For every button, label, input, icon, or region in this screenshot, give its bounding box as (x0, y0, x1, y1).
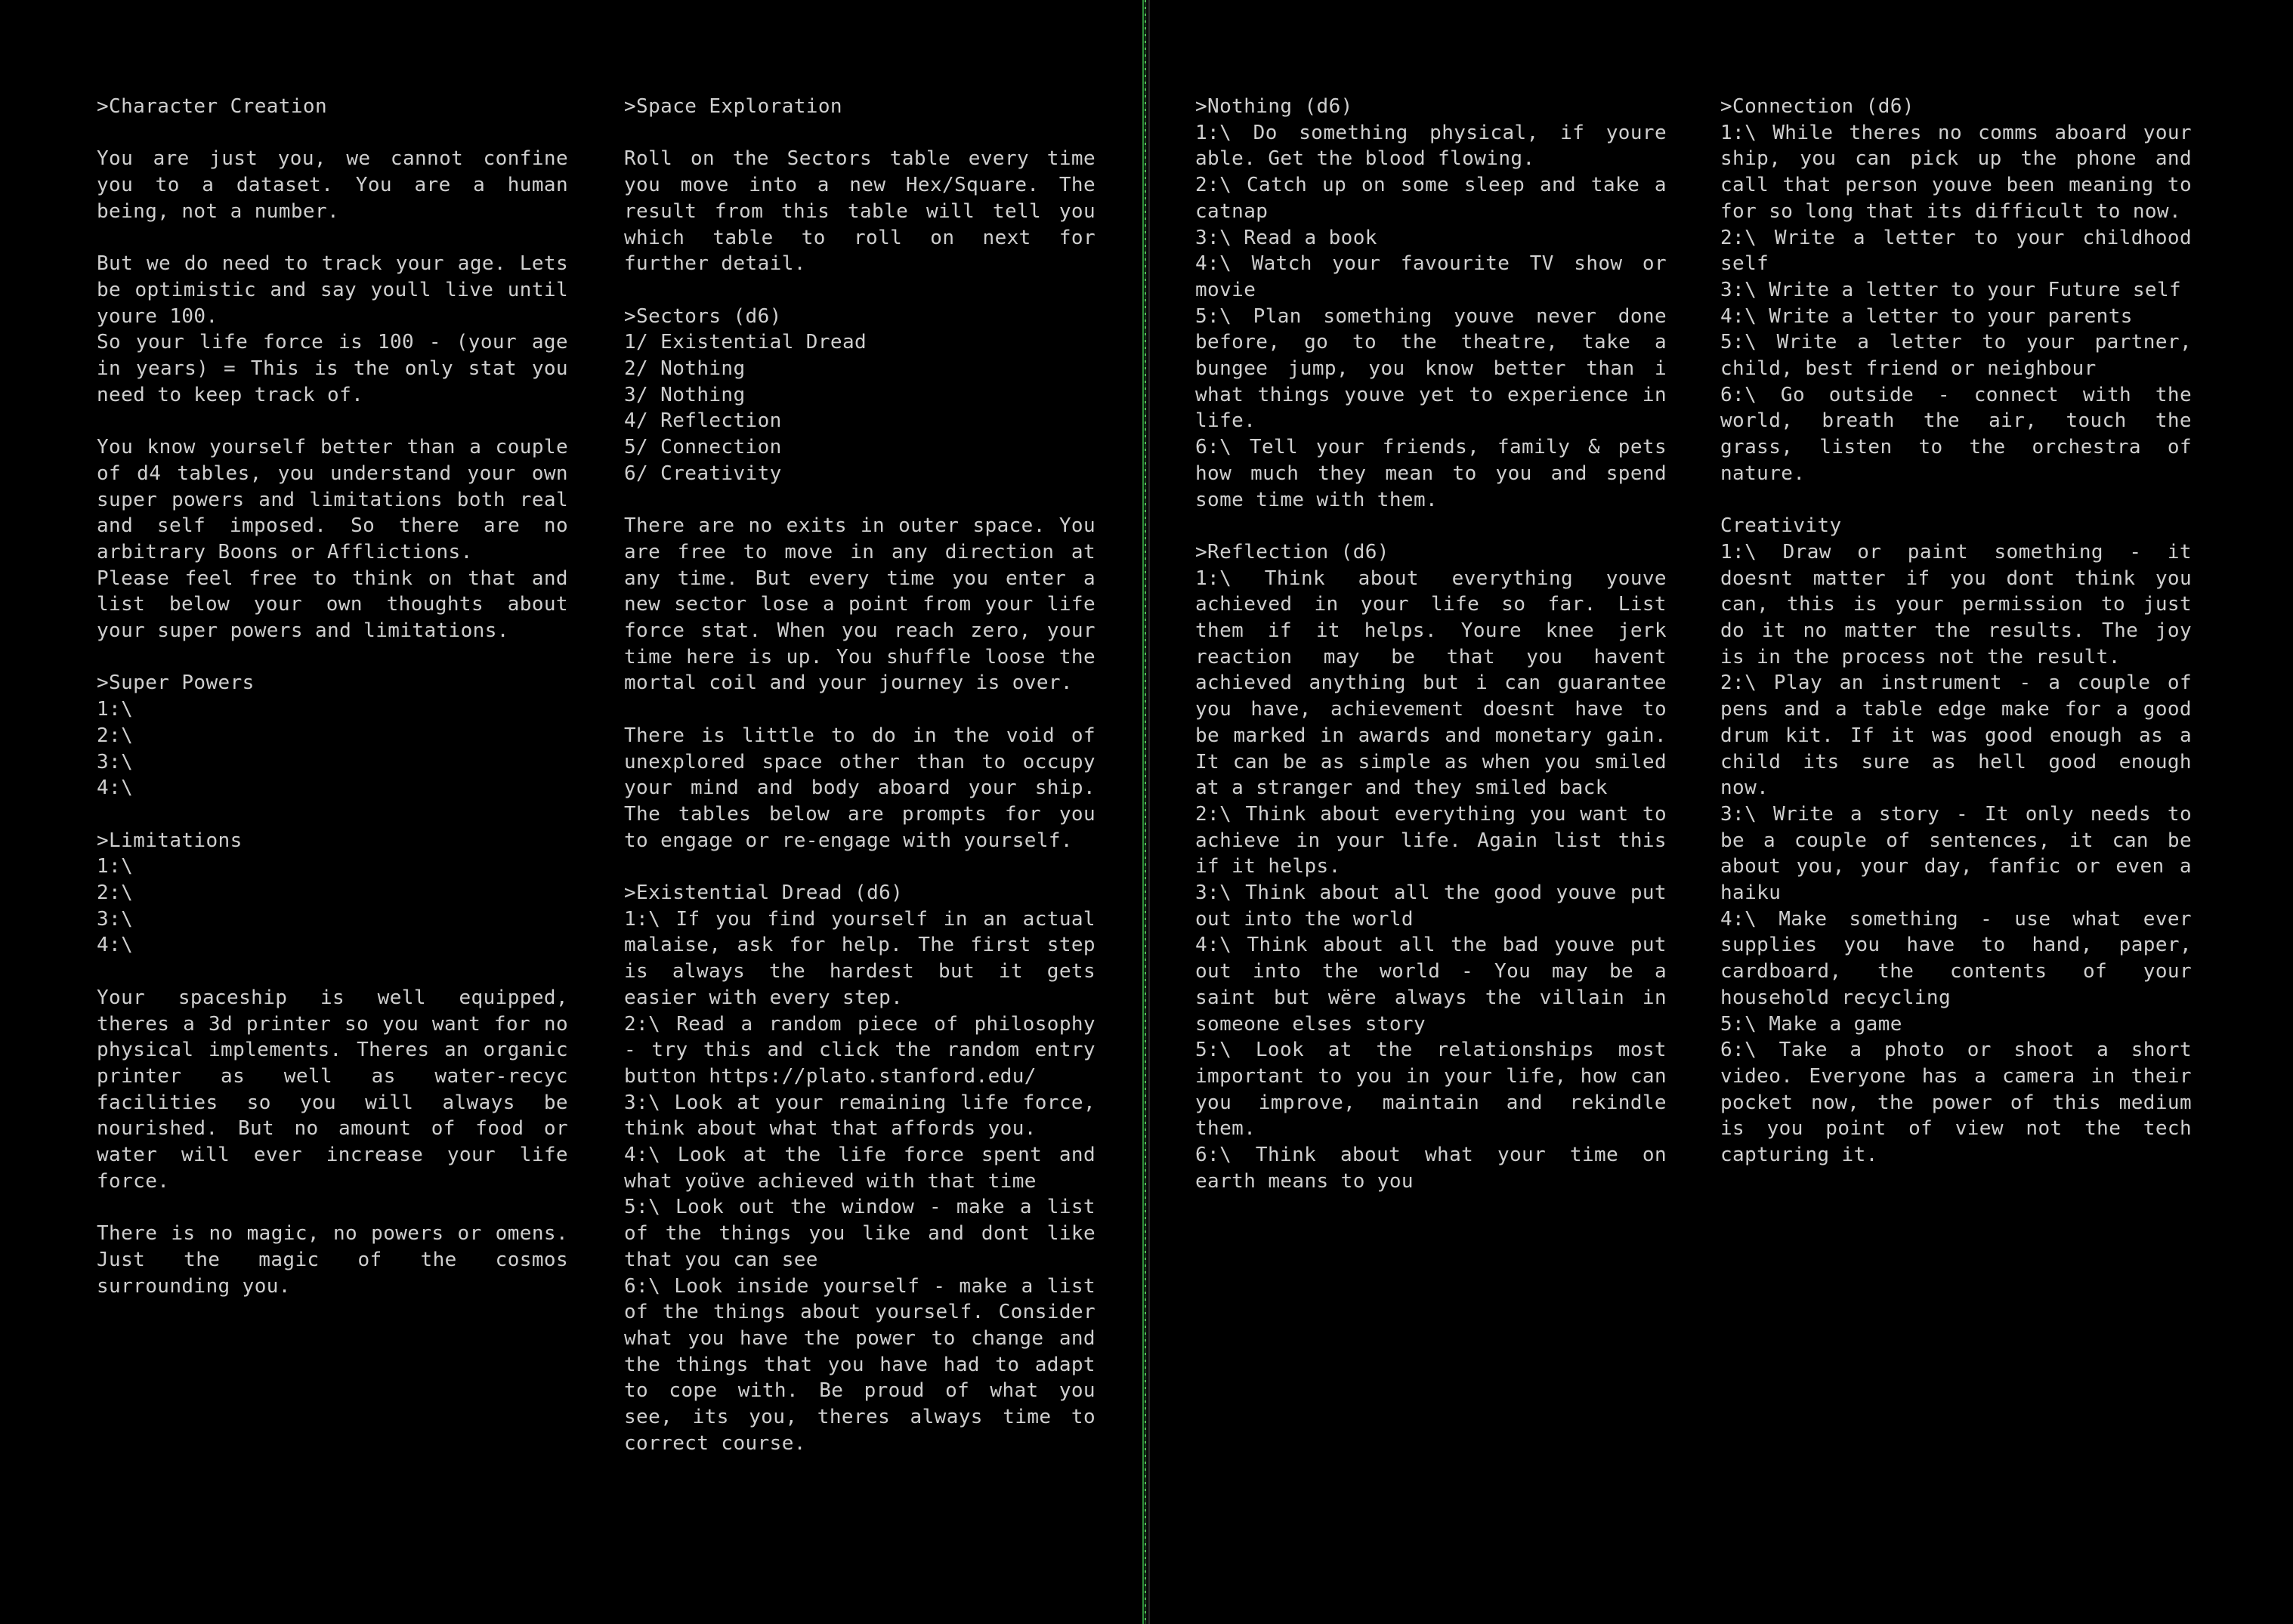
dread-entry: 4:\ Look at the life force spent and what yoüve achieved with that time (624, 1144, 1096, 1193)
reflection-entry: 1:\ Think about everything youve achieved in your life so far. List them if it helps. Youre knee jerk reaction may be that you havent achieved anything but i can guarantee you have, achievement doesnt have to be marked in awards and monetary gain. It can be as simple as when you smiled at a stranger and they smiled back (1195, 567, 1667, 800)
super-powers-heading: >Super Powers (97, 672, 255, 695)
nothing-entry: 3:\ Read a book (1195, 226, 1377, 249)
connection-entry: 3:\ Write a letter to your Future self (1720, 278, 2182, 301)
reflection-entry: 5:\ Look at the relationships most important to you in your life, how can you improve, maintain and rekindle them. (1195, 1039, 1667, 1141)
sector-entry: 1/ Existential Dread (624, 331, 867, 354)
space-exploration-column (624, 94, 1096, 1456)
page-gutter (1142, 0, 1150, 1624)
intro-paragraph: You are just you, we cannot confine you to a dataset. You are a human being, not a number. (97, 147, 568, 223)
connection-heading: >Connection (d6) (1720, 95, 1914, 118)
sector-entry: 2/ Nothing (624, 357, 746, 380)
limitations-list (97, 854, 568, 959)
nothing-entry: 5:\ Plan something youve never done before, go to the theatre, take a bungee jump, you know better than i what things youve yet to experience in life. (1195, 304, 1667, 433)
reflection-table (1195, 566, 1667, 1195)
nothing-entry: 6:\ Tell your friends, family & pets how much they mean to you and spend some time with them. (1195, 436, 1667, 511)
super-power-slot: 1:\ (97, 698, 134, 721)
character-creation-column (97, 94, 568, 1299)
connection-entry: 6:\ Go outside - connect with the world, breath the air, touch the grass, listen to the orchestra of nature. (1720, 383, 2192, 485)
think-paragraph: Please feel free to think on that and list below your own thoughts about your super powers and limitations. (97, 567, 568, 643)
dread-entry: 1:\ If you find yourself in an actual malaise, ask for help. The first step is always the hardest but it gets easier with every step. (624, 907, 1096, 1009)
super-power-slot: 2:\ (97, 724, 134, 747)
left-page (0, 0, 1142, 1624)
connection-creativity-column (1720, 94, 2192, 1169)
dread-entry: 3:\ Look at your remaining life force, think about what that affords you. (624, 1091, 1096, 1141)
spaceship-paragraph: Your spaceship is well equipped, theres a 3d printer so you want for no physical implements. Theres an organic printer as well as water-recyc facilities so you will always be nourished. But no amount of food or water will ever increase your life force. (97, 986, 568, 1193)
creativity-table (1720, 539, 2192, 1169)
connection-table (1720, 120, 2192, 487)
sectors-heading: >Sectors (d6) (624, 304, 782, 328)
connection-entry: 5:\ Write a letter to your partner, child, best friend or neighbour (1720, 331, 2192, 381)
nothing-entry: 2:\ Catch up on some sleep and take a catnap (1195, 174, 1667, 223)
creativity-entry: 5:\ Make a game (1720, 1012, 1902, 1036)
creativity-entry: 2:\ Play an instrument - a couple of pens and a table edge make for a good drum kit. If it was good enough as a child its sure as hell good enough now. (1720, 672, 2192, 800)
reflection-entry: 6:\ Think about what your time on earth means to you (1195, 1144, 1667, 1193)
nothing-entry: 4:\ Watch your favourite TV show or movie (1195, 252, 1667, 301)
connection-entry: 1:\ While theres no comms aboard your ship, you can pick up the phone and call that person youve been meaning to for so long that its difficult to now. (1720, 121, 2192, 223)
reflection-entry: 4:\ Think about all the bad youve put out into the world - You may be a saint but wëre always the villain in someone elses story (1195, 934, 1667, 1036)
exits-paragraph: There are no exits in outer space. You are free to move in any direction at any time. But every time you enter a new sector lose a point from your life force stat. When you reach zero, your time here is up. You shuffle loose the mortal coil and your journey is over. (624, 514, 1096, 695)
creativity-heading: Creativity (1720, 514, 1842, 538)
limitations-heading: >Limitations (97, 829, 243, 852)
reflection-heading: >Reflection (d6) (1195, 540, 1389, 563)
nothing-entry: 1:\ Do something physical, if youre able. Get the blood flowing. (1195, 121, 1667, 171)
creativity-entry: 6:\ Take a photo or shoot a short video. Everyone has a camera in their pocket now, the power of this medium is you point of view not the tech capturing it. (1720, 1039, 2192, 1167)
sector-entry: 6/ Creativity (624, 462, 782, 485)
limitation-slot: 1:\ (97, 855, 134, 878)
existential-dread-table (624, 906, 1096, 1457)
limitation-slot: 4:\ (97, 934, 134, 957)
nothing-heading: >Nothing (d6) (1195, 95, 1353, 118)
sector-entry: 4/ Reflection (624, 409, 782, 433)
nothing-table (1195, 120, 1667, 514)
void-paragraph: There is little to do in the void of unexplored space other than to occupy your mind and body aboard your ship. The tables below are prompts for you to engage or re-engage with yourself. (624, 724, 1096, 852)
sectors-intro-paragraph: Roll on the Sectors table every time you move into a new Hex/Square. The result from this table will tell you which table to roll on next for further detail. (624, 147, 1096, 276)
character-creation-heading: >Character Creation (97, 95, 328, 118)
sectors-table (624, 329, 1096, 486)
dread-entry: 2:\ Read a random piece of philosophy - try this and click the random entry button https://plato.stanford.edu/ (624, 1012, 1096, 1088)
creativity-entry: 1:\ Draw or paint something - it doesnt matter if you dont think you can, this is your permission to just do it no matter the results. The joy is in the process not the result. (1720, 540, 2192, 668)
super-power-slot: 4:\ (97, 776, 134, 800)
magic-paragraph: There is no magic, no powers or omens. Just the magic of the cosmos surrounding you. (97, 1222, 568, 1298)
connection-entry: 4:\ Write a letter to your parents (1720, 304, 2133, 328)
reflection-entry: 2:\ Think about everything you want to achieve in your life. Again list this if it helps. (1195, 802, 1667, 878)
self-knowledge-paragraph: You know yourself better than a couple of d4 tables, you understand your own super powers and limitations both real and self imposed. So there are no arbitrary Boons or Afflictions. (97, 436, 568, 563)
creativity-entry: 4:\ Make something - use what ever supplies you have to hand, paper, cardboard, the contents of your household recycling (1720, 907, 2192, 1009)
sector-entry: 3/ Nothing (624, 383, 746, 406)
limitation-slot: 2:\ (97, 881, 134, 905)
dread-entry: 5:\ Look out the window - make a list of the things you like and dont like that you can see (624, 1196, 1096, 1271)
sector-entry: 5/ Connection (624, 436, 782, 459)
limitation-slot: 3:\ (97, 907, 134, 931)
dread-entry: 6:\ Look inside yourself - make a list of the things about yourself. Consider what you have the power to change and the things that you have had to adapt to cope with. Be proud of what you see, its you, theres always time to correct course. (624, 1274, 1096, 1455)
age-paragraph: But we do need to track your age. Lets be optimistic and say youll live until youre 100. (97, 252, 568, 328)
super-powers-list (97, 696, 568, 801)
creativity-entry: 3:\ Write a story - It only needs to be a couple of sentences, it can be about you, your day, fanfic or even a haiku (1720, 802, 2192, 905)
life-force-paragraph: So your life force is 100 - (your age in years) = This is the only stat you need to keep track of. (97, 331, 568, 406)
connection-entry: 2:\ Write a letter to your childhood self (1720, 226, 2192, 276)
nothing-reflection-column (1195, 94, 1667, 1195)
space-exploration-heading: >Space Exploration (624, 95, 842, 118)
super-power-slot: 3:\ (97, 750, 134, 773)
reflection-entry: 3:\ Think about all the good youve put out into the world (1195, 881, 1667, 931)
existential-dread-heading: >Existential Dread (d6) (624, 881, 904, 905)
